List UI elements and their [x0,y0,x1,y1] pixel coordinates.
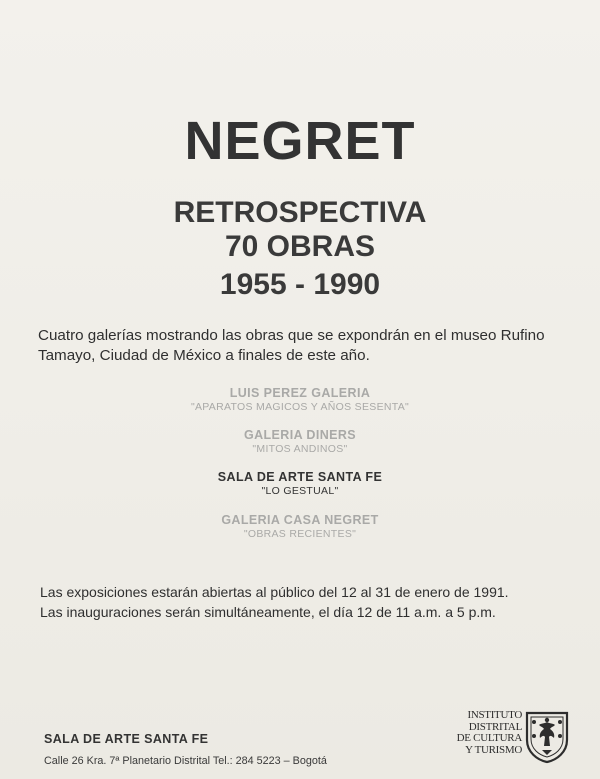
gallery-work-title: "APARATOS MAGICOS Y AÑOS SESENTA" [190,401,410,413]
logo-wordmark [452,710,522,756]
gallery-name: GALERIA DINERS [243,428,357,442]
subtitle-works-count: 70 OBRAS [224,230,376,263]
gallery-entry-casa-negret [0,513,600,540]
subtitle-retrospectiva: RETROSPECTIVA [173,196,427,229]
gallery-work-title: "LO GESTUAL" [261,485,339,497]
logo-line: DISTRITAL [468,720,522,733]
intro-paragraph: Cuatro galerías mostrando las obras que se expondrán en el museo Rufino Tamayo, Ciudad de México a finales de este año. [38,327,545,364]
logo-line: DE CULTURA [456,732,522,744]
poster-title: NEGRET [184,111,416,171]
schedule-dates-line: Las exposiciones estarán abiertas al público del 12 al 31 de enero de 1991. [40,584,509,600]
schedule-opening-line: Las inauguraciones serán simultáneamente, el día 12 de 11 a.m. a 5 p.m. [40,604,496,620]
gallery-entry-diners [0,428,600,455]
subtitle-year-range: 1955 - 1990 [219,268,381,301]
bogota-coat-of-arms-icon [524,710,570,764]
logo-line: INSTITUTO [467,709,522,721]
footer-venue-name: SALA DE ARTE SANTA FE [44,732,209,746]
gallery-entry-luis-perez [0,386,600,413]
gallery-name: GALERIA CASA NEGRET [221,513,379,527]
footer-address: Calle 26 Kra. 7ª Planetario Distrital Tel.: 284 5223 – Bogotá [44,755,327,767]
gallery-work-title: "MITOS ANDINOS" [252,443,348,455]
logo-line: Y TURISMO [465,743,522,756]
schedule-block [40,582,580,622]
gallery-work-title: "OBRAS RECIENTES" [243,528,357,540]
gallery-entry-santa-fe [0,470,600,497]
institute-logo [452,710,570,766]
gallery-name: LUIS PEREZ GALERIA [229,386,371,400]
gallery-name: SALA DE ARTE SANTA FE [217,470,383,484]
